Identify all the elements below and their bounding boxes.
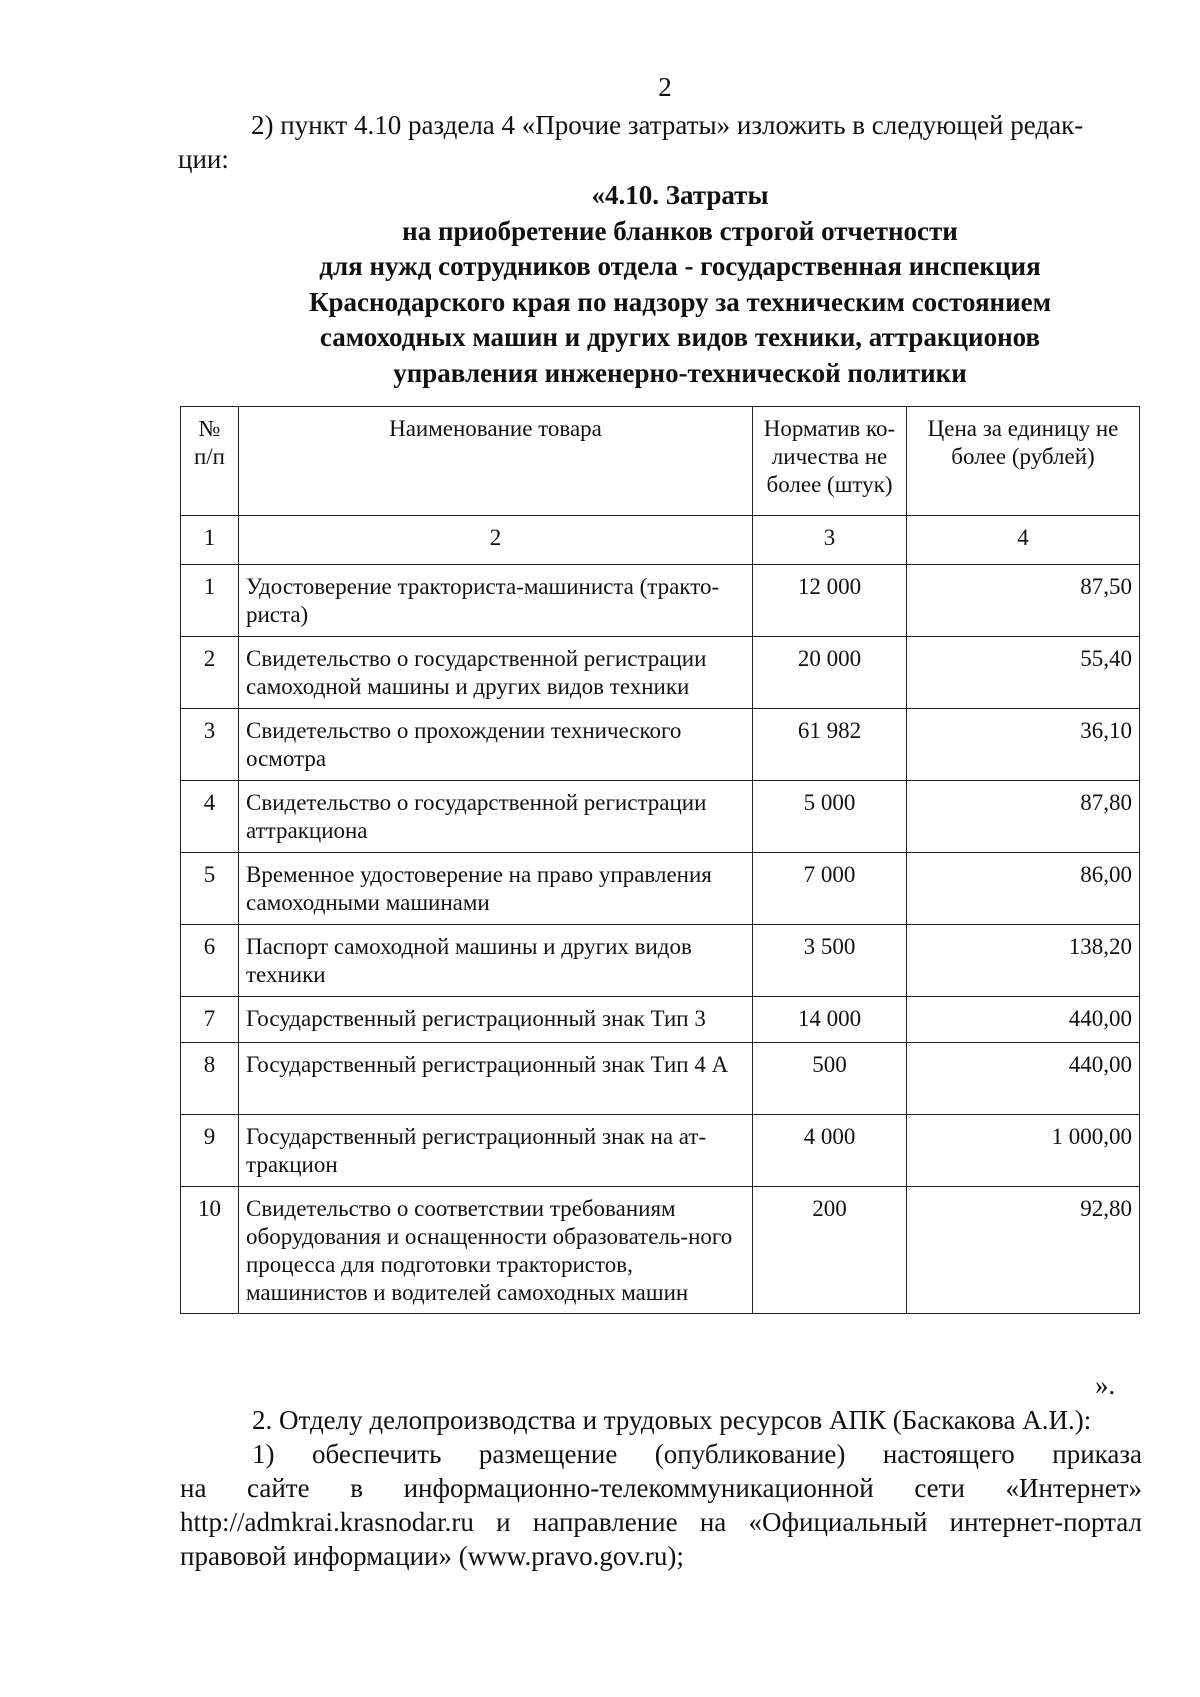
goods-table (180, 406, 1140, 1314)
column-number: 1 (181, 516, 239, 565)
row-name: Паспорт самоходной машины и других видов техники (239, 925, 753, 997)
row-name: Удостоверение тракториста-машиниста (тракто-риста) (239, 565, 753, 637)
row-price: 440,00 (907, 1043, 1140, 1115)
row-num: 7 (181, 997, 239, 1043)
header-price: Цена за единицу не более (рублей) (907, 407, 1140, 516)
paragraph-2: 2. Отделу делопроизводства и трудовых ресурсов АПК (Баскакова А.И.): (252, 1405, 1092, 1435)
header-name: Наименование товара (239, 407, 753, 516)
row-num: 6 (181, 925, 239, 997)
row-price: 1 000,00 (907, 1115, 1140, 1187)
row-qty: 4 000 (753, 1115, 907, 1187)
heading-line: для нужд сотрудников отдела - государственная инспекция (319, 251, 1041, 281)
row-num: 5 (181, 853, 239, 925)
row-qty: 5 000 (753, 781, 907, 853)
row-qty: 20 000 (753, 637, 907, 709)
row-price: 87,80 (907, 781, 1140, 853)
row-qty: 7 000 (753, 853, 907, 925)
row-name: Свидетельство о государственной регистрации самоходной машины и других видов техники (239, 637, 753, 709)
row-price: 36,10 (907, 709, 1140, 781)
row-num: 2 (181, 637, 239, 709)
row-num: 1 (181, 565, 239, 637)
table-row (181, 709, 1140, 781)
intro-line-1: 2) пункт 4.10 раздела 4 «Прочие затраты» изложить в следующей редак- (251, 110, 1084, 140)
row-name: Временное удостоверение на право управления самоходными машинами (239, 853, 753, 925)
column-number: 4 (907, 516, 1140, 565)
section-heading (180, 178, 1180, 391)
table-header-row (181, 407, 1140, 516)
header-qty: Норматив ко-личества не более (штук) (753, 407, 907, 516)
row-price: 55,40 (907, 637, 1140, 709)
row-num: 9 (181, 1115, 239, 1187)
paragraph-2-1-line-4: правовой информации» (www.pravo.gov.ru); (180, 1541, 684, 1571)
heading-line: самоходных машин и других видов техники, аттракционов (319, 322, 1041, 352)
intro-line-2: ции: (178, 144, 229, 174)
heading-line: «4.10. Затраты (591, 180, 769, 210)
column-number-row (181, 516, 1140, 565)
table-row (181, 1115, 1140, 1187)
row-name: Свидетельство о соответствии требованиям оборудования и оснащенности образователь-ного процесса для подготовки трактористов, машинистов и водителей самоходных машин (239, 1187, 753, 1314)
page-number: 2 (658, 72, 672, 102)
row-name: Свидетельство о государственной регистрации аттракциона (239, 781, 753, 853)
row-num: 8 (181, 1043, 239, 1115)
header-num: № п/п (181, 407, 239, 516)
table-row (181, 1043, 1140, 1115)
row-price: 138,20 (907, 925, 1140, 997)
table-row (181, 853, 1140, 925)
closing-quote: ». (1095, 1370, 1116, 1400)
paragraph-2-1-line-1: 1) обеспечить размещение (опубликование) настоящего приказа (252, 1439, 1142, 1469)
row-qty: 500 (753, 1043, 907, 1115)
row-num: 4 (181, 781, 239, 853)
row-qty: 14 000 (753, 997, 907, 1043)
body-paragraphs (180, 1403, 1142, 1573)
row-num: 3 (181, 709, 239, 781)
paragraph-2-1-line-2: на сайте в информационно-телекоммуникационной сети «Интернет» (180, 1473, 1142, 1503)
row-qty: 61 982 (753, 709, 907, 781)
row-num: 10 (181, 1187, 239, 1314)
table-row (181, 565, 1140, 637)
column-number: 3 (753, 516, 907, 565)
table-row (181, 637, 1140, 709)
table-row (181, 997, 1140, 1043)
row-name: Государственный регистрационный знак Тип 4 А (239, 1043, 753, 1115)
intro-paragraph (178, 108, 1178, 176)
row-price: 87,50 (907, 565, 1140, 637)
row-name: Государственный регистрационный знак Тип 3 (239, 997, 753, 1043)
paragraph-2-1-line-3: http://admkrai.krasnodar.ru и направление на «Официальный интернет-портал (180, 1507, 1142, 1537)
row-qty: 3 500 (753, 925, 907, 997)
row-name: Государственный регистрационный знак на ат-тракцион (239, 1115, 753, 1187)
table-row (181, 925, 1140, 997)
column-number: 2 (239, 516, 753, 565)
row-qty: 12 000 (753, 565, 907, 637)
row-qty: 200 (753, 1187, 907, 1314)
heading-line: на приобретение бланков строгой отчетности (402, 215, 958, 246)
heading-line: Краснодарского края по надзору за техническим состоянием (308, 286, 1052, 317)
row-price: 440,00 (907, 997, 1140, 1043)
heading-line: управления инженерно-технической политики (393, 357, 967, 388)
table-row (181, 781, 1140, 853)
row-name: Свидетельство о прохождении технического осмотра (239, 709, 753, 781)
row-price: 86,00 (907, 853, 1140, 925)
row-price: 92,80 (907, 1187, 1140, 1314)
table-row (181, 1187, 1140, 1314)
